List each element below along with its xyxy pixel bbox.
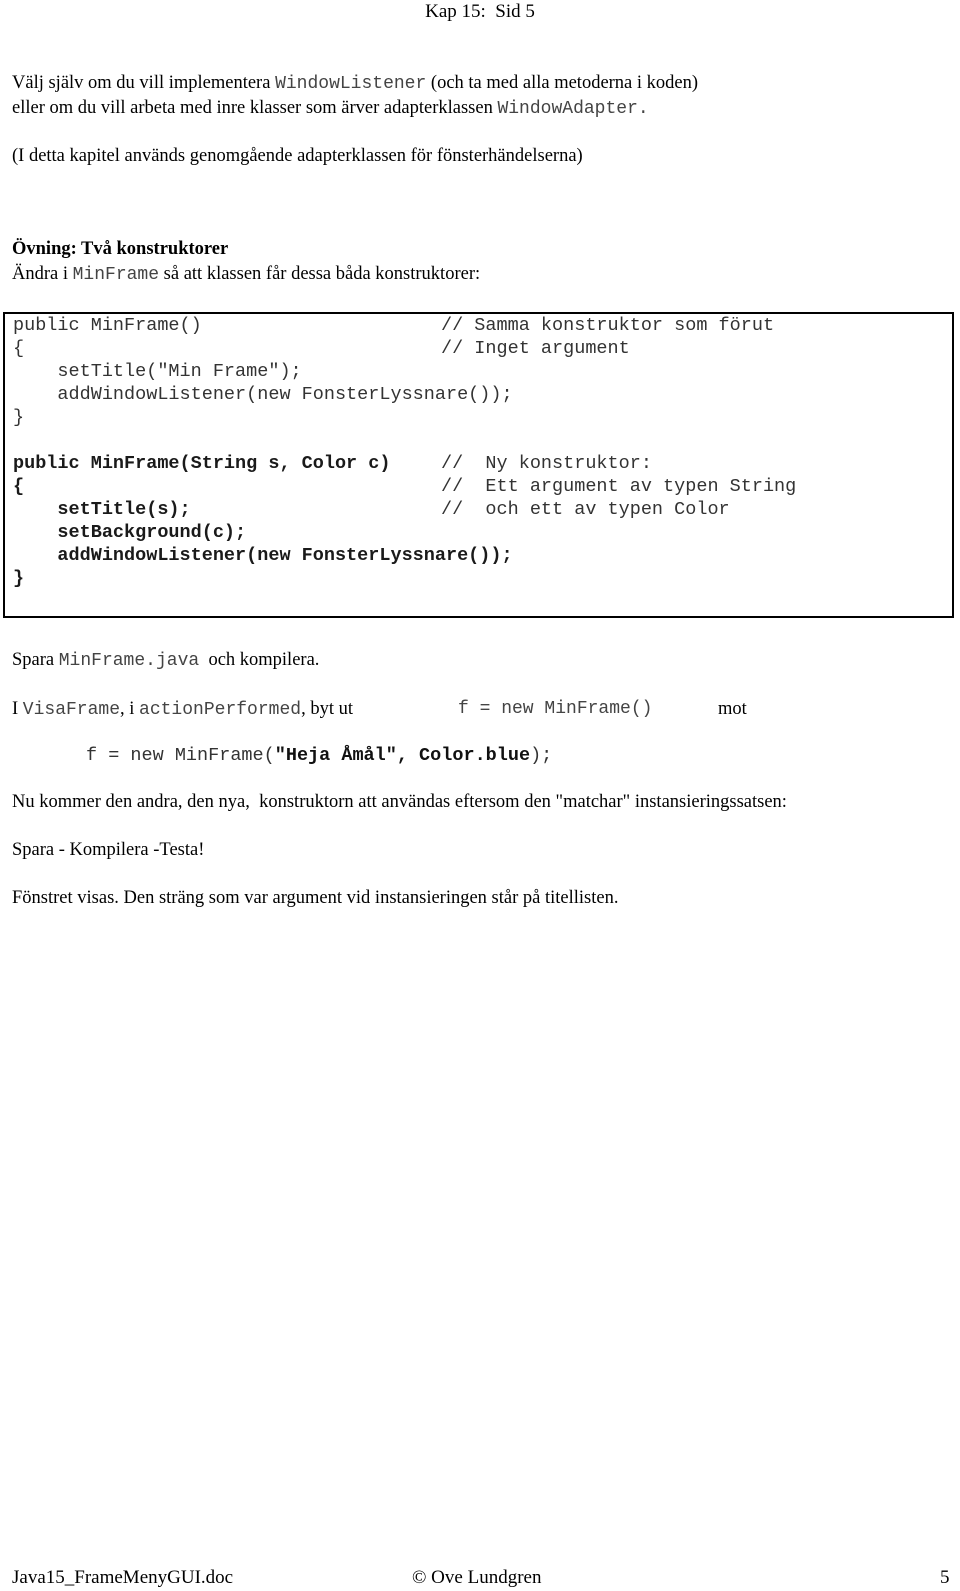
inline-code: VisaFrame xyxy=(22,700,121,720)
intro-text: Välj själv om du vill implementera xyxy=(12,73,276,93)
code-line: setTitle("Min Frame"); xyxy=(13,361,302,382)
code-line: addWindowListener(new FonsterLyssnare()); xyxy=(13,384,513,405)
code-part: f = new MinFrame( xyxy=(86,745,275,766)
save-instruction xyxy=(12,648,319,674)
code-line: } xyxy=(13,407,25,428)
code-line-bold: { xyxy=(13,476,25,497)
code-line: public MinFrame() xyxy=(13,315,202,336)
instruction-text: Ändra i xyxy=(12,264,73,284)
code-comment: // Inget argument xyxy=(441,338,630,359)
code-part-bold: "Heja Åmål", Color.blue xyxy=(274,745,531,766)
code-line-bold: setTitle(s); xyxy=(13,499,191,520)
save-text: och kompilera. xyxy=(199,650,320,670)
chapter-note: (I detta kapitel används genomgående adapterklassen för fönsterhändelserna) xyxy=(12,146,583,166)
code-comment: // och ett av typen Color xyxy=(441,499,730,520)
inline-code: MinFrame xyxy=(72,265,160,285)
inline-code: WindowListener xyxy=(275,74,427,94)
code-comment: // Samma konstruktor som förut xyxy=(441,315,775,336)
inline-code: MinFrame.java xyxy=(58,651,200,671)
code-line-bold: addWindowListener(new FonsterLyssnare()); xyxy=(13,545,513,566)
code-box xyxy=(3,312,954,618)
replace-instruction xyxy=(12,697,353,723)
instruction-text: så att klassen får dessa båda konstruktorer: xyxy=(159,264,481,284)
footer-author: © Ove Lundgren xyxy=(412,1567,542,1588)
footer-filename: Java15_FrameMenyGUI.doc xyxy=(12,1567,234,1588)
explanation: Nu kommer den andra, den nya, konstruktorn att användas eftersom den "matchar" instansieringssatsen: xyxy=(12,792,787,812)
exercise-title: Övning: Två konstruktorer xyxy=(12,239,229,259)
save-text: Spara xyxy=(12,650,59,670)
inline-code: WindowAdapter. xyxy=(497,99,649,119)
code-line-bold: } xyxy=(13,568,25,589)
code-line-bold: public MinFrame(String s, Color c) xyxy=(13,453,391,474)
intro-line-2 xyxy=(12,96,649,122)
code-comment: // Ett argument av typen String xyxy=(441,476,797,497)
new-statement xyxy=(86,745,552,766)
page-header: Kap 15: Sid 5 xyxy=(425,1,535,22)
code-line-bold: setBackground(c); xyxy=(13,522,247,543)
replace-text: mot xyxy=(718,699,747,719)
intro-text: (och ta med alla metoderna i koden) xyxy=(426,73,699,93)
code-part: ); xyxy=(530,745,553,766)
replace-text: , i xyxy=(120,699,140,719)
intro-text: eller om du vill arbeta med inre klasser som ärver adapterklassen xyxy=(12,98,498,118)
replace-text: , byt ut xyxy=(301,699,353,719)
replace-text: I xyxy=(12,699,23,719)
inline-code: actionPerformed xyxy=(139,700,302,720)
result-text: Fönstret visas. Den sträng som var argument vid instansieringen står på titellisten. xyxy=(12,888,619,908)
intro-line-1 xyxy=(12,71,698,97)
code-line: { xyxy=(13,338,25,359)
exercise-instruction xyxy=(12,262,480,288)
code-comment: // Ny konstruktor: xyxy=(441,453,652,474)
test-instruction: Spara - Kompilera -Testa! xyxy=(12,840,205,860)
inline-code: f = new MinFrame() xyxy=(458,699,653,719)
footer-page-number: 5 xyxy=(940,1567,950,1588)
